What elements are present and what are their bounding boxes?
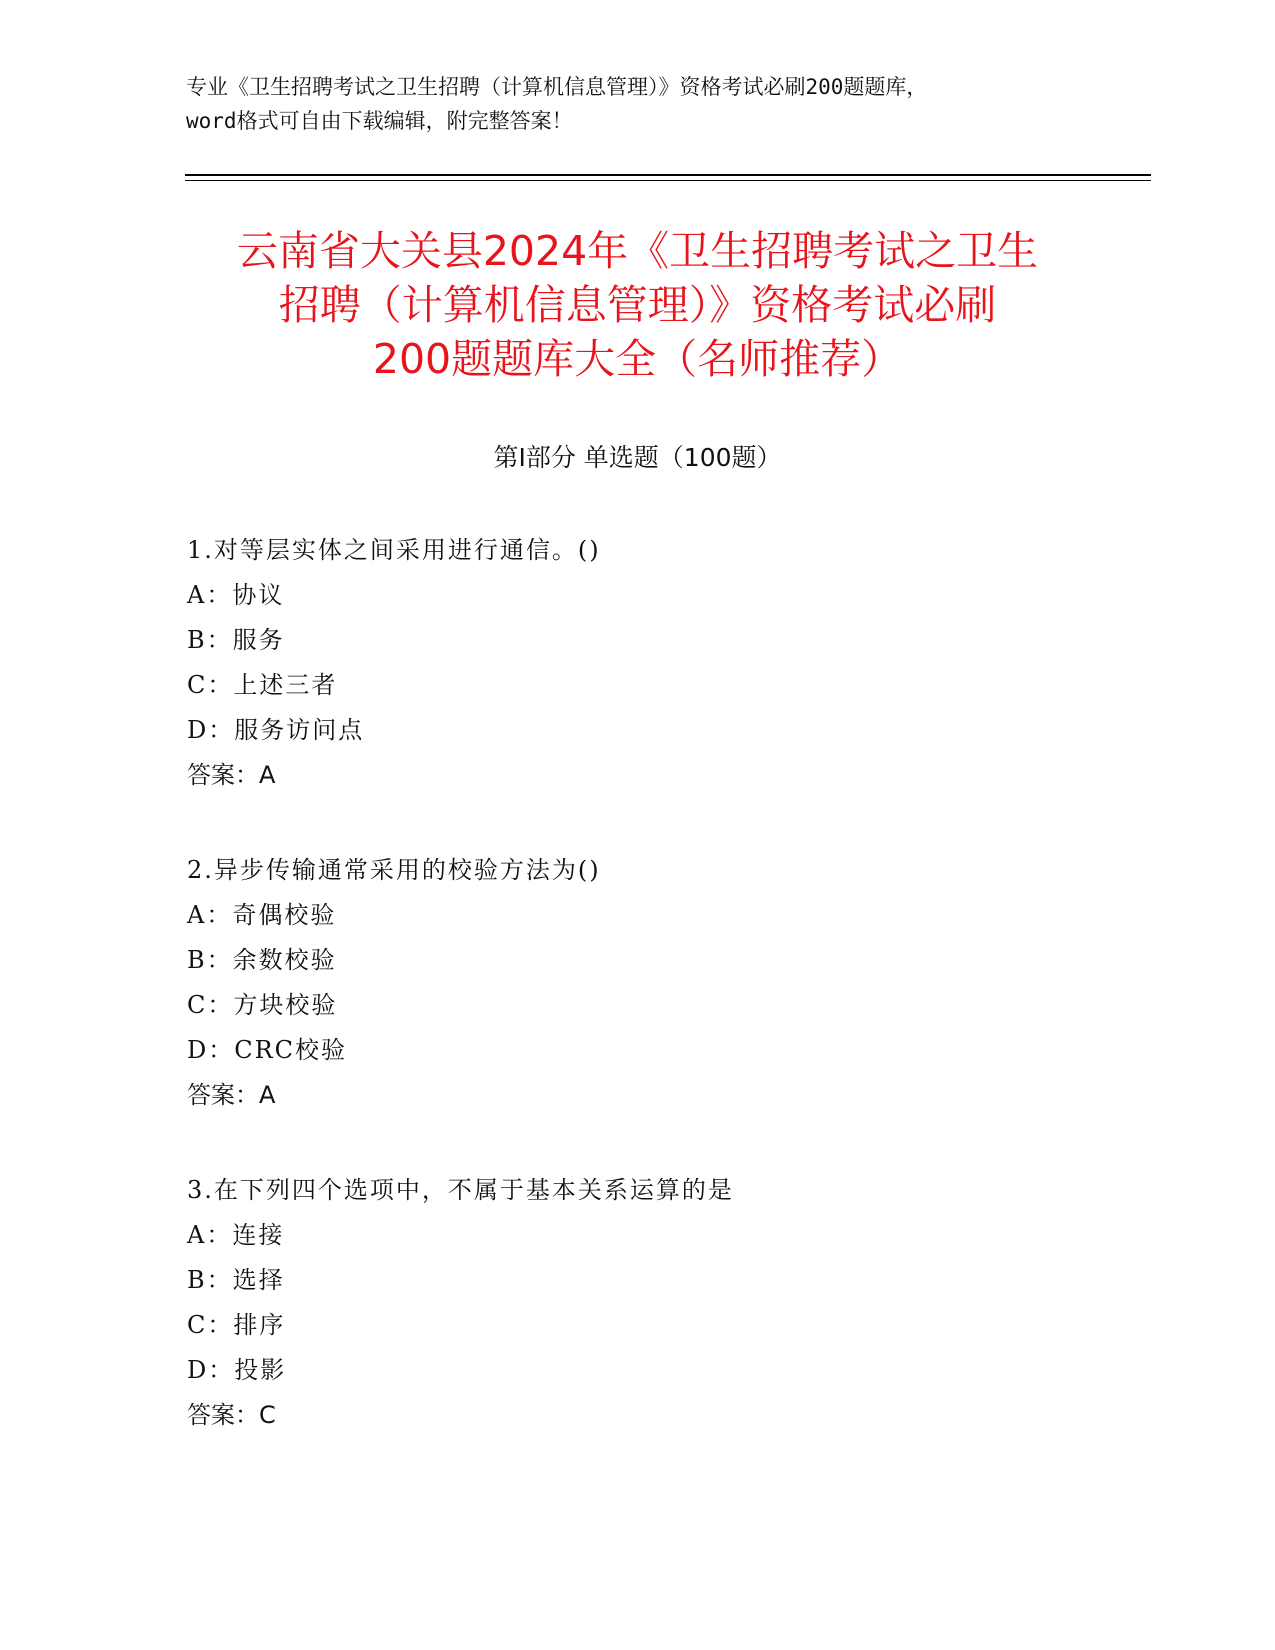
- question-item: [187, 1168, 1107, 1438]
- option-d: D：CRC校验: [187, 1036, 348, 1064]
- option-a: A：奇偶校验: [187, 901, 337, 929]
- question-stem: 2.异步传输通常采用的校验方法为(): [187, 856, 601, 884]
- document-title: [150, 224, 1125, 386]
- answer-line: 答案：A: [187, 761, 276, 789]
- answer-line: 答案：A: [187, 1081, 276, 1109]
- header-divider-bottom: [185, 180, 1151, 181]
- question-stem: 3.在下列四个选项中，不属于基本关系运算的是: [187, 1176, 734, 1204]
- answer-line: 答案：C: [187, 1401, 276, 1429]
- option-b: B：余数校验: [187, 946, 337, 974]
- option-d: D：服务访问点: [187, 716, 365, 744]
- option-b: B：选择: [187, 1266, 285, 1294]
- question-list: [187, 528, 1107, 1488]
- question-item: [187, 848, 1107, 1118]
- option-c: C：上述三者: [187, 671, 338, 699]
- option-d: D：投影: [187, 1356, 287, 1384]
- question-item: [187, 528, 1107, 798]
- header-note: [186, 70, 1116, 138]
- option-a: A：协议: [187, 581, 285, 609]
- title-line-3: 200题题库大全（名师推荐）: [372, 335, 903, 383]
- option-a: A：连接: [187, 1221, 285, 1249]
- header-note-line-2: word格式可自由下载编辑，附完整答案！: [186, 109, 573, 133]
- question-stem: 1.对等层实体之间采用进行通信。(): [187, 536, 601, 564]
- option-b: B：服务: [187, 626, 285, 654]
- title-line-1: 云南省大关县2024年《卫生招聘考试之卫生: [236, 227, 1039, 275]
- title-line-2: 招聘（计算机信息管理）》资格考试必刷: [278, 281, 997, 329]
- section-heading: 第Ⅰ部分 单选题（100题）: [493, 443, 782, 472]
- header-note-line-1: 专业《卫生招聘考试之卫生招聘（计算机信息管理）》资格考试必刷200题题库，: [186, 75, 928, 99]
- option-c: C：排序: [187, 1311, 286, 1339]
- option-c: C：方块校验: [187, 991, 338, 1019]
- header-divider-top: [185, 174, 1151, 176]
